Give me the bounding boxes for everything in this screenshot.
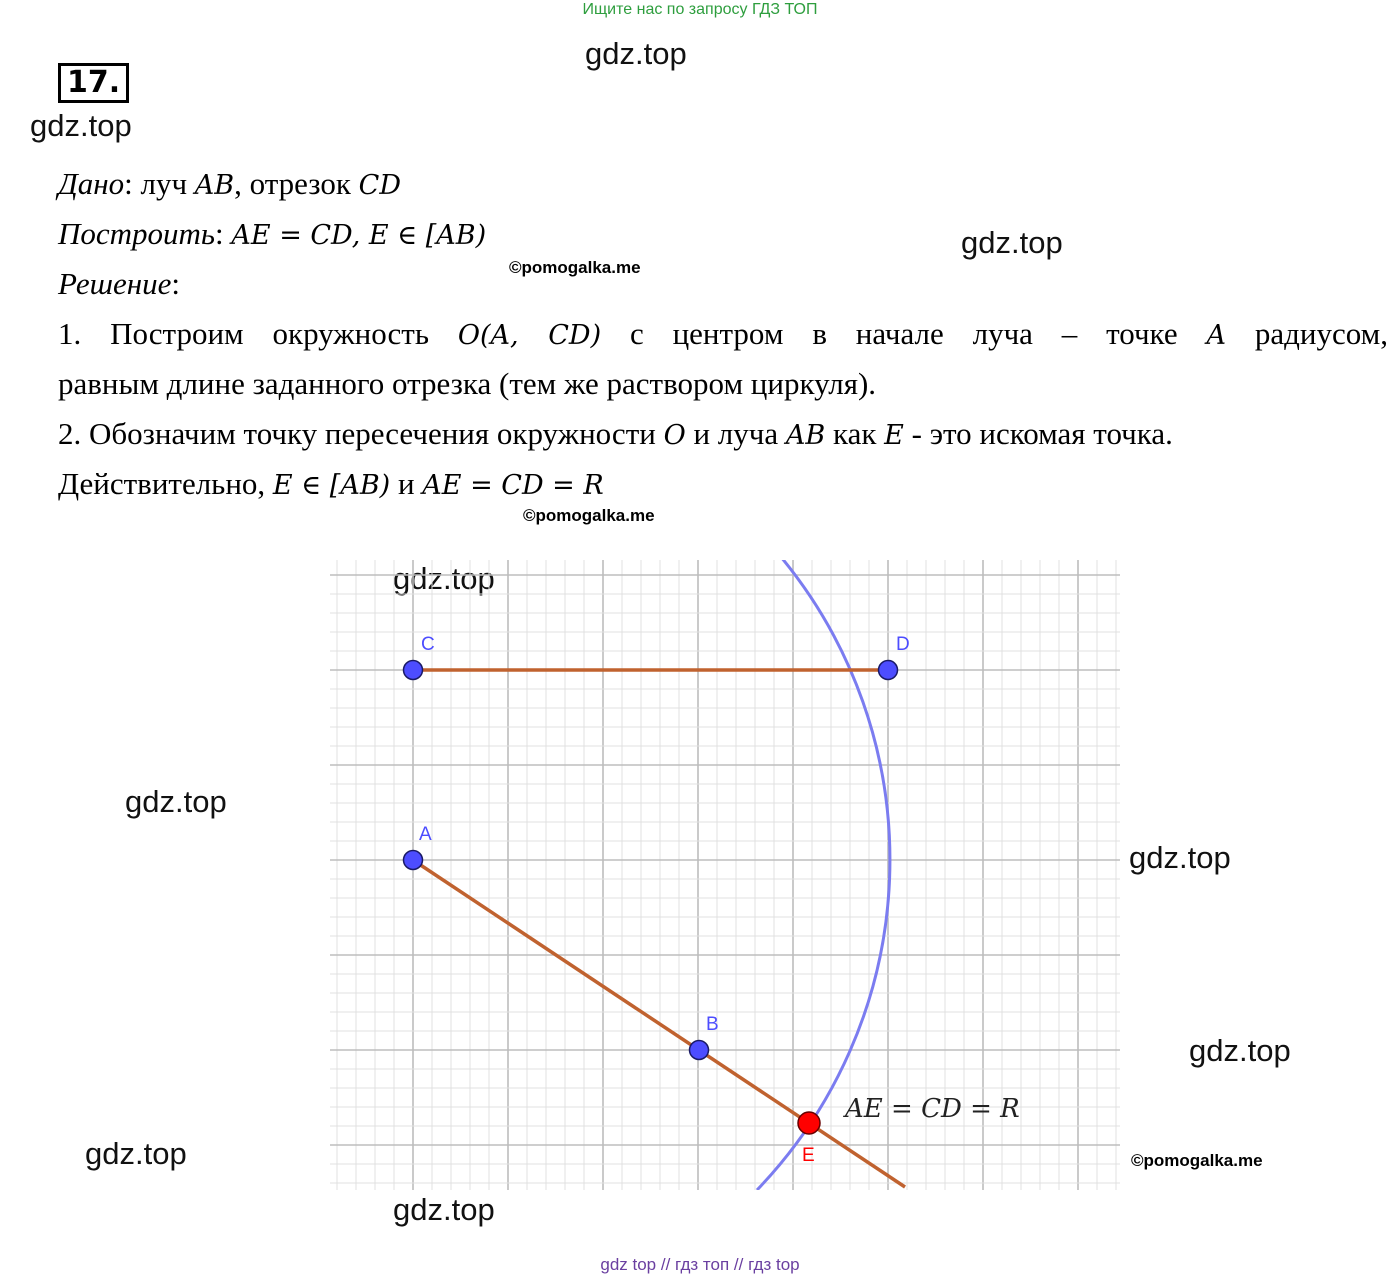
top-banner[interactable]: Ищите нас по запросу ГДЗ ТОП [582,1,818,18]
given-label: Дано [58,166,125,201]
step1-text: 1. Построим окружность [58,316,458,351]
point-d [879,661,898,680]
point-b [690,1041,709,1060]
solution-label: Решение [58,266,172,301]
step2-text: и луча [685,416,786,451]
step1-text: с центром в начале луча – точке [601,316,1207,351]
problem-number: 17. [58,63,129,103]
step2-math: O [663,420,686,451]
indeed-math: AE = CD = R [422,470,604,501]
footer-separator: // [660,1255,671,1274]
watermark: gdz.top [125,784,227,819]
indeed-text: Действительно, [58,466,273,501]
step2-text: 2. Обозначим точку пересечения окружности [58,416,664,451]
label-b: B [706,1014,719,1035]
given-text: : луч [124,166,195,201]
point-c [404,661,423,680]
watermark: gdz.top [1129,840,1231,875]
footer-link[interactable]: гдз top [748,1255,800,1274]
indeed-math: E ∈ [AB) [272,470,391,501]
watermark: gdz.top [393,1192,495,1227]
step1-line2: равным длине заданного отрезка (тем же раствором циркуля). [58,366,877,401]
watermark: gdz.top [961,225,1063,260]
label-d: D [896,634,910,655]
copyright: ©pomogalka.me [509,258,641,277]
step2-text: как [825,416,885,451]
footer-separator: // [733,1255,744,1274]
solution-colon: : [171,266,180,301]
footer-link[interactable]: гдз топ [675,1255,730,1274]
indeed-text: и [390,466,423,501]
step2-text: - это искомая точка. [903,416,1173,451]
label-c: C [421,634,435,655]
copyright: ©pomogalka.me [523,506,655,525]
equation-label: AE = CD = R [845,1094,1020,1124]
step2-math: E [884,420,904,451]
watermark: gdz.top [85,1136,187,1171]
watermark: gdz.top [585,36,687,71]
given-ray: AB [194,170,235,201]
point-e [798,1112,820,1134]
watermark: gdz.top [30,108,132,143]
footer [0,1255,1400,1275]
point-a [404,851,423,870]
label-a: A [419,824,432,845]
step1-circle: O(A, CD) [457,320,602,351]
construct-text: : [215,216,232,251]
watermark: gdz.top [393,561,495,596]
footer-link[interactable]: gdz top [600,1255,657,1274]
given-segment: CD [358,170,401,201]
construct-label: Построить [58,216,216,251]
step2-math: AB [785,420,826,451]
construct-math: AE = CD, E ∈ [AB) [231,220,487,251]
step1-text: радиусом, [1225,316,1388,351]
given-text: , отрезок [234,166,359,201]
label-e: E [802,1145,815,1166]
watermark: gdz.top [1189,1033,1291,1068]
step1-point: A [1206,320,1226,351]
copyright: ©pomogalka.me [1131,1151,1263,1170]
